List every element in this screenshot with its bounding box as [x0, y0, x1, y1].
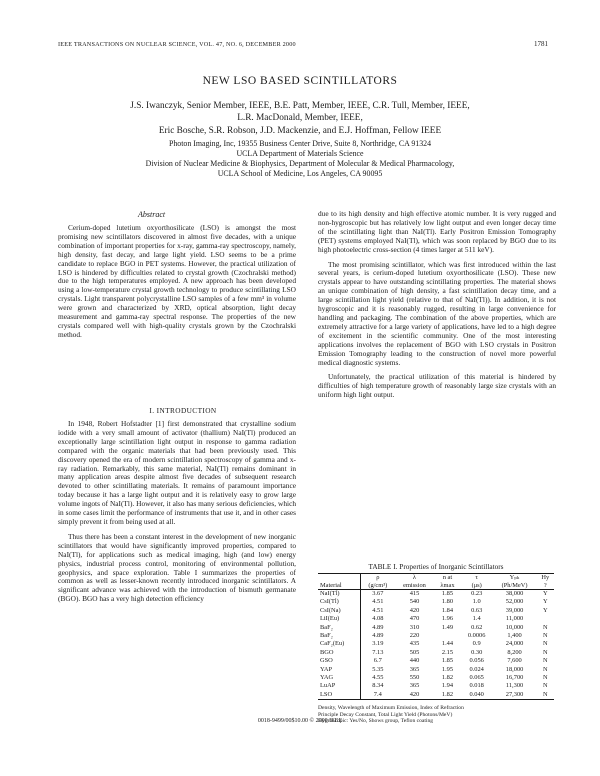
affiliation-1: Photon Imaging, Inc, 19355 Business Center Drive, Suite 8, Northridge, CA 91324 [168, 139, 432, 148]
table-cell: 3.19 [372, 640, 384, 648]
table-cell: 365 [409, 682, 420, 690]
table-cell: 39,000 [505, 606, 524, 614]
table-cell: 6.7 [373, 657, 382, 665]
table-row [318, 615, 554, 623]
author-list [40, 100, 560, 137]
table-row [318, 649, 554, 657]
table-row [318, 607, 554, 615]
material-cell: NaI(Tl) [318, 590, 360, 599]
table-cell: 27,300 [493, 691, 537, 700]
material-cell: LSO [318, 691, 360, 700]
table-cell: 505 [409, 648, 420, 656]
table-row [318, 624, 554, 632]
table-cell: 8.34 [372, 682, 384, 690]
table-cell [537, 615, 554, 623]
material-cell: CsI(Tl) [318, 598, 360, 606]
table-cell: 16,700 [505, 674, 524, 682]
table-cell: 435 [409, 640, 420, 648]
table-cell: 470 [409, 615, 420, 623]
table-cell: 1.4 [472, 615, 481, 623]
paper-title: NEW LSO BASED SCINTILLATORS [202, 75, 398, 87]
table-header-cell: (g/cm³) [360, 582, 395, 590]
table-cell: 1.85 [441, 657, 454, 665]
material-cell: BGO [318, 649, 360, 657]
table-header-cell [318, 574, 360, 582]
table-cell: 420 [395, 691, 434, 700]
table-cell: 1.82 [441, 674, 454, 682]
table-unit-header-row [318, 582, 554, 590]
right-paragraph-3: Unfortunately, the practical utilization of this material is hindered by difficulties of high temperature growth of reasonably large size crystals with an uniform high light output. [318, 372, 556, 400]
table-cell: 0.0006 [467, 632, 486, 640]
material-cell: LuAP [318, 682, 360, 690]
table-header-cell: emission [395, 582, 434, 590]
table-cell: 1.82 [434, 691, 461, 700]
right-paragraph-2: The most promising scintillator, which was first introduced within the last several years, is cerium-doped lutetium oxyorthosilicate (LSO). These new crystals appear to have outstanding scintillating properties. The material shows an unique combination of high density, a fast scintillation decay time, and a large scintillation light yield (relative to that of NaI(Tl)). In addition, it is not hygroscopic and it is reasonably rugged, resulting in large convenience for handling and packaging. The combination of the above properties, which are extremely attractive for a large variety of applications, have led to a high degree of excitement in the scientific community. One of the most interesting applications involves the replacement of BGO with LSO crystals in Positron Emission Tomography leading to the construction of novel more powerful medical diagnostic systems. [318, 259, 556, 367]
table-header-cell: λ [395, 574, 434, 582]
table-cell: 550 [409, 674, 420, 682]
table-cell: 0.30 [471, 648, 483, 656]
introduction-heading: I. INTRODUCTION [149, 406, 217, 415]
affiliation-4: UCLA School of Medicine, Los Angeles, CA 90095 [217, 169, 383, 178]
table-row [318, 590, 554, 599]
table-cell: 1.94 [441, 682, 454, 690]
introduction-paragraph-2: Thus there has been a constant interest in the development of new inorganic scintillators that would have significantly improved properties, compared to NaI(Tl), for applications such as medical imaging, high (and low) energy physics, industrial process control, monitoring of environmental pollution, geophysics, and space exploration. Table I summarizes the properties of common as well as lesser-known recently introduced inorganic scintillators. A significant advance was achieved with the introduction of bismuth germanate (BGO). BGO has a very high detection efficiency [58, 531, 296, 604]
table-cell: 3.67 [372, 590, 384, 597]
scintillator-properties-table [318, 573, 554, 700]
table-cell: 365 [409, 665, 420, 673]
copyright-footer: 0018-9499/00$10.00 © 2000 IEEE [257, 718, 343, 724]
author-line-1: J.S. Iwanczyk, Senior Member, IEEE, B.E. Patt, Member, IEEE, C.R. Tull, Member, IEEE, [130, 101, 470, 111]
table-cell: 4.51 [372, 606, 384, 614]
table-cell: 1.0 [472, 598, 481, 606]
table-header-cell: n at [434, 574, 461, 582]
table-cell: 0.62 [471, 623, 483, 631]
table-header-cell: (Ph/MeV) [493, 582, 537, 590]
table-cell [434, 632, 461, 640]
table-cell: 4.89 [372, 632, 384, 640]
table-cell: N [542, 640, 548, 648]
table-cell: 0.9 [472, 640, 481, 648]
table-row [318, 657, 554, 665]
material-cell: LiI(Eu) [318, 615, 360, 623]
table-cell: 0.024 [469, 665, 484, 673]
table-cell: 8,200 [507, 648, 522, 656]
table-cell: N [542, 623, 548, 631]
table-cell: 1.84 [441, 606, 454, 614]
table-cell: N [542, 665, 548, 673]
introduction-paragraph-1: In 1948, Robert Hofstadter [1] first demonstrated that crystalline sodium iodide with a very small amount of activator (thallium) NaI(Tl) produced an exceptionally large scintillation light output in response to gamma radiation compared with the organic materials that had been previously used. This discovery opened the era of modern scintillation spectroscopy of gamma and x-ray radiation. Remarkably, this same material, NaI(Tl) remains dominant in many application areas despite almost five decades of subsequent research devoted to other scintillating materials. It remains of paramount importance today because it has a large light output and it is relatively easy to grow large volume ingots of NaI(Tl). However, it also has many serious deficiencies, which in some cases limit the performance of instruments that use it, and in other cases simply prevent it from being used at all. [58, 419, 296, 526]
table-cell: 1.95 [441, 665, 454, 673]
table-cell: 0.040 [461, 691, 493, 700]
table-cell: 0.065 [469, 674, 484, 682]
table-header-cell: Yₚₕ [493, 574, 537, 582]
table-cell: 38,000 [505, 590, 524, 597]
material-cell: YAP [318, 666, 360, 674]
right-column-body [318, 210, 556, 400]
table-cell: 4.51 [372, 598, 384, 606]
table-header-cell: Hy [537, 574, 554, 582]
material-cell: BaF₂ [318, 624, 360, 632]
table-cell: 0.23 [471, 590, 483, 597]
table-row [318, 682, 554, 690]
table-cell: 2.15 [441, 648, 454, 656]
table-cell: N [537, 691, 554, 700]
table-row [318, 632, 554, 640]
table-cell: 24,000 [505, 640, 524, 648]
table-cell: 540 [409, 598, 420, 606]
table-header-cell: (μs) [461, 582, 493, 590]
author-line-2: L.R. MacDonald, Member, IEEE, [237, 113, 363, 124]
table-cell: 1.96 [441, 615, 454, 623]
table-cell: 440 [409, 657, 420, 665]
table-cell: Y [542, 598, 548, 606]
table-cell: N [542, 648, 548, 656]
material-cell: BaF₂ [318, 632, 360, 640]
running-header: IEEE TRANSACTIONS ON NUCLEAR SCIENCE, VOL. 47, NO. 6, DECEMBER 2000 [58, 41, 296, 48]
table-cell: 220 [409, 632, 420, 640]
table-cell: 415 [409, 590, 420, 597]
table-cell: N [542, 682, 548, 690]
table-header-cell: ? [537, 582, 554, 590]
table-cell: 0.018 [469, 682, 484, 690]
table-cell: Y [542, 606, 548, 614]
table-cell: 1.85 [441, 590, 454, 597]
table-cell: 11,300 [505, 682, 524, 690]
author-line-3: Eric Bosche, S.R. Robson, J.D. Mackenzie, and E.J. Hoffman, Fellow IEEE [158, 125, 442, 136]
table-cell: Y [542, 590, 548, 597]
table-cell: 7.13 [372, 648, 384, 656]
table-cell: 1,400 [507, 632, 522, 640]
material-cell: GSO [318, 657, 360, 665]
table-body [318, 590, 554, 700]
table-caption: TABLE I. Properties of Inorganic Scintillators [368, 562, 504, 571]
table-cell: 4.08 [372, 615, 384, 623]
table-cell: N [542, 674, 548, 682]
table-footnote-1: Density, Wavelength of Maximum Emission, Index of Refraction [318, 705, 464, 711]
introduction-body [58, 420, 296, 604]
table-cell: 0.056 [469, 657, 484, 665]
table-cell: 7.4 [360, 691, 395, 700]
table-row [318, 598, 554, 606]
table-row [318, 640, 554, 648]
table-header-cell: τ [461, 574, 493, 582]
table-row [318, 674, 554, 682]
right-paragraph-1: due to its high density and high effective atomic number. It is very rugged and non-hygroscopic but has relatively low light output and even longer decay time of the scintillating light than NaI(Tl). Early Positron Emission Tomography (PET) systems employed NaI(Tl), which was soon replaced by BGO due to its high photoelectric cross-section (4 times larger at 511 keV). [318, 209, 556, 254]
material-cell: CsI(Na) [318, 607, 360, 615]
table-symbol-header-row [318, 574, 554, 582]
abstract-heading: Abstract [138, 210, 166, 219]
table-cell: N [542, 657, 548, 665]
table-cell: 420 [409, 606, 420, 614]
table-header-cell: λmax [434, 582, 461, 590]
table-cell: 1.49 [441, 623, 454, 631]
table-cell: 10,000 [505, 623, 524, 631]
table-cell: 310 [409, 623, 420, 631]
table-footnote-3: Hygroscopic: Yes/No, Shows group, Teflon coating [318, 718, 434, 725]
table-cell: 7,600 [507, 657, 522, 665]
table-cell: 11,000 [505, 615, 524, 623]
table-row [318, 691, 554, 700]
table-cell: 52,000 [505, 598, 524, 606]
page-number: 1781 [534, 40, 548, 48]
table-cell: 1.80 [441, 598, 454, 606]
abstract-text: Cerium-doped lutetium oxyorthosilicate (LSO) is amongst the most promising new scintillators discovered in almost five decades, with a unique combination of important properties for x-ray, gamma-ray spectroscopy, namely, high density, fast decay, and large light yield. LSO seems to be a prime candidate to replace BGO in PET systems. However, the practical utilization of LSO is hindered by difficulties related to crystal growth (Czochralski method) due to the high temperatures employed. A new approach has been developed using a low-temperature crystal growth technology to produce scintillating LSO crystals. Light transparent polycrystalline LSO samples of a few mm³ in volume were grown and characterized by XRD, optical absorption, light decay measurement and gamma-ray spectral response. The properties of the new crystals compared well with high-quality crystals grown by the Czochralski method. [58, 223, 296, 339]
table-header-cell: ρ [360, 574, 395, 582]
material-cell: YAG [318, 674, 360, 682]
table-cell: N [542, 632, 548, 640]
table-cell: 4.89 [372, 623, 384, 631]
material-cell: CaF₂(Eu) [318, 640, 360, 648]
affiliation-2: UCLA Department of Materials Science [236, 149, 364, 158]
abstract-body [58, 224, 296, 340]
table-row [318, 666, 554, 674]
table-cell: 5.35 [372, 665, 384, 673]
table-footnote-2: Principle Decay Constant, Total Light Yield (Photons/MeV) [318, 711, 453, 718]
table-cell: 1.44 [441, 640, 454, 648]
table-cell: 18,000 [505, 665, 524, 673]
table-cell: 0.63 [471, 606, 483, 614]
affiliation-3: Division of Nuclear Medicine & Biophysics, Department of Molecular & Medical Pharmacology, [145, 159, 455, 168]
table-cell: 4.55 [372, 674, 384, 682]
table-header-cell: Material [318, 582, 360, 590]
